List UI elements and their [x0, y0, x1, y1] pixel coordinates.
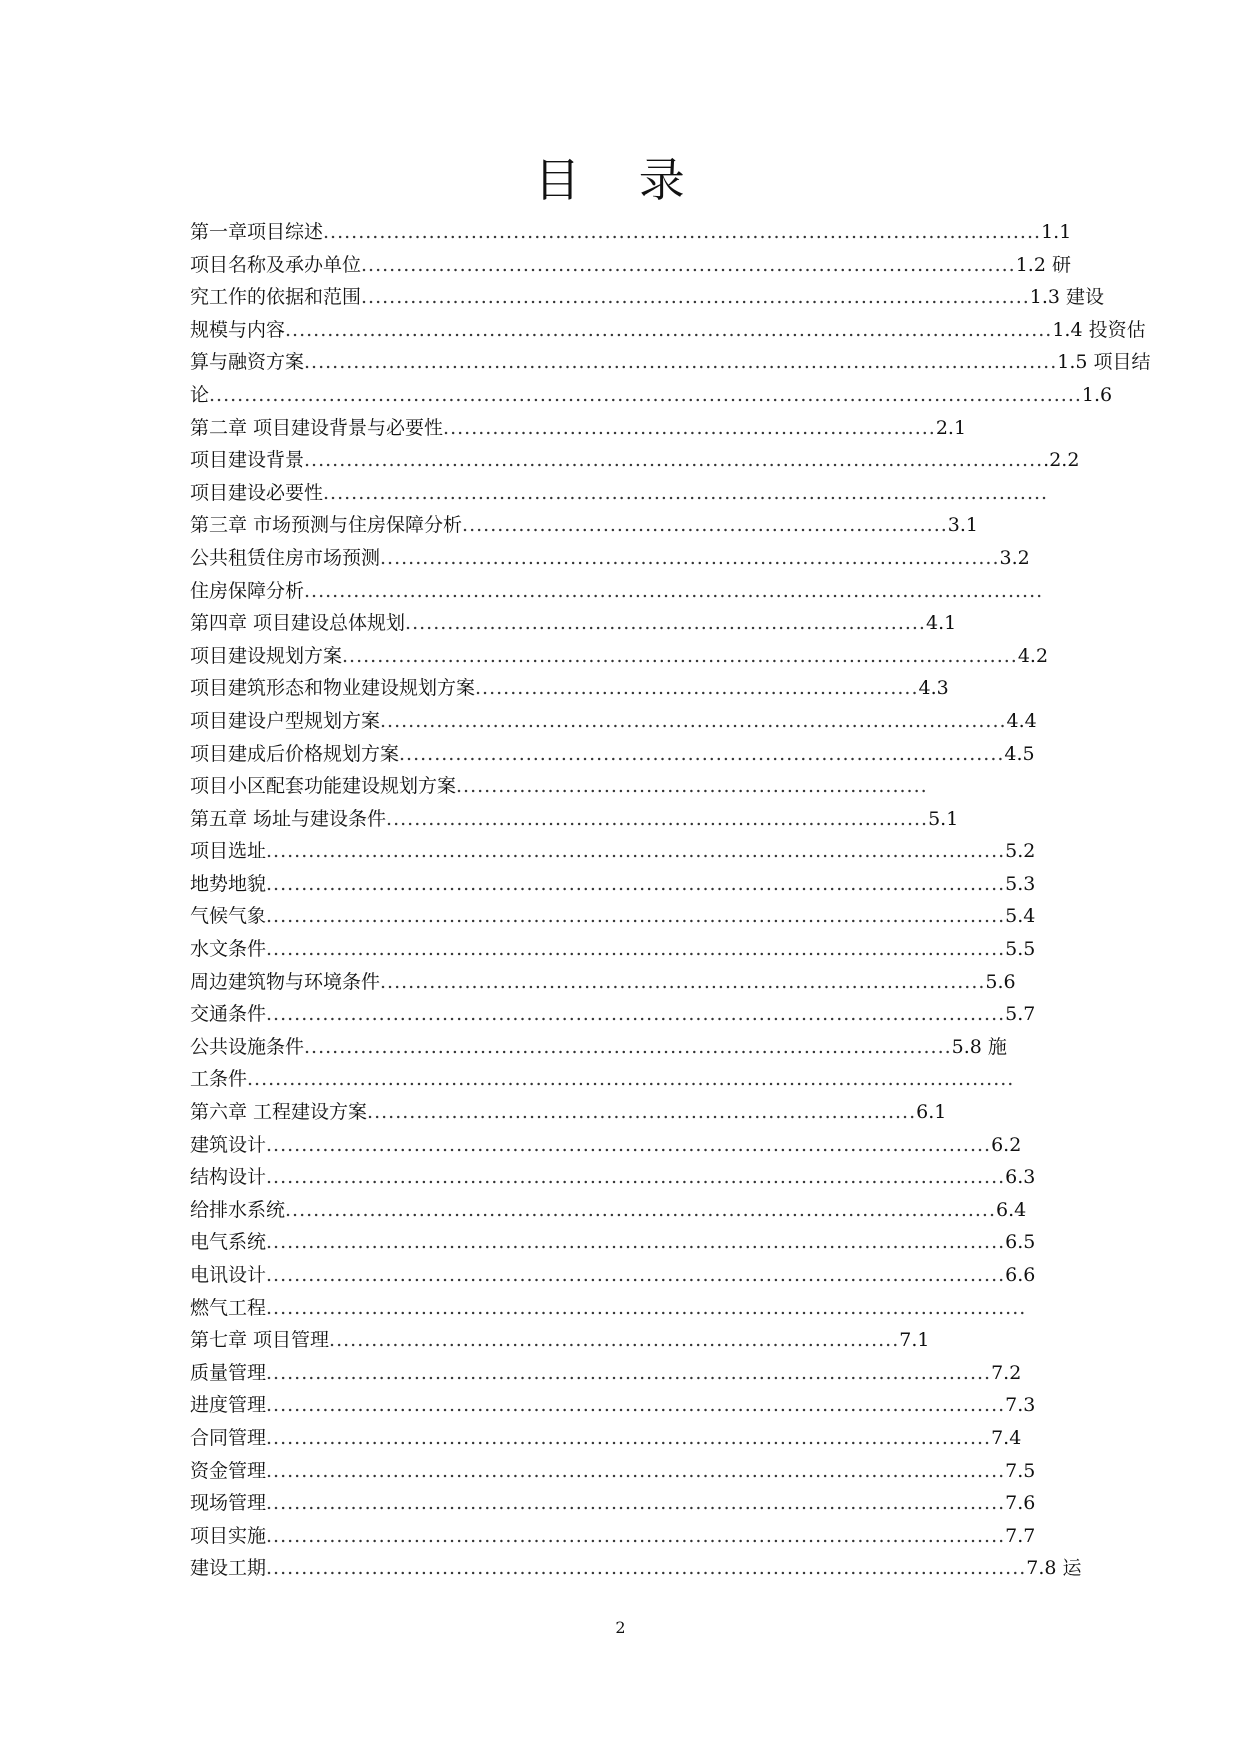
toc-entry-title: 论 [190, 383, 210, 406]
toc-entry-title: 给排水系统 [190, 1198, 286, 1221]
toc-leader-dots: .............................................................................. [367, 1101, 917, 1124]
toc-leader-dots: ............................................................................................. [361, 253, 1016, 276]
toc-leader-dots: ......................................................................................................... [304, 449, 1044, 472]
toc-entry-number: 7.5 [1005, 1459, 1036, 1482]
toc-entry-number: 4.1 [925, 612, 957, 635]
toc-entry[interactable] [190, 1292, 1066, 1325]
toc-entry[interactable] [190, 868, 1066, 901]
toc-entry-number: 4.5 [1004, 742, 1035, 765]
toc-entry-number: 4.4 [1006, 709, 1037, 732]
toc-entry-title: 公共租赁住房市场预测 [190, 546, 381, 569]
toc-entry[interactable] [190, 1161, 1066, 1194]
toc-entry[interactable] [190, 444, 1080, 477]
toc-entry-title: 周边建筑物与环境条件 [190, 970, 381, 993]
toc-entry-title: 项目建设户型规划方案 [190, 709, 381, 732]
toc-entry-title: 项目选址 [190, 840, 267, 863]
toc-entry-title: 合同管理 [190, 1426, 267, 1449]
toc-entry[interactable] [190, 1129, 1066, 1162]
toc-entry-number: 5.7 [1005, 1003, 1036, 1026]
toc-entry[interactable] [190, 933, 1066, 966]
toc-entry-number: 5.6 [985, 970, 1016, 993]
toc-entry-number: 1.5 项目结 [1057, 351, 1151, 374]
toc-entry[interactable] [190, 509, 1066, 542]
toc-entry[interactable] [190, 998, 1066, 1031]
toc-entry[interactable] [190, 1422, 1066, 1455]
toc-entry-title: 规模与内容 [190, 318, 286, 341]
toc-leader-dots: ................................................................................................ [342, 644, 1018, 667]
toc-entry-title: 电讯设计 [190, 1264, 267, 1286]
toc-entry-number: 5.2 [1005, 840, 1036, 863]
toc-entry-number: 3.2 [999, 546, 1030, 569]
toc-leader-dots: ......................................................................................................... [266, 840, 1006, 863]
toc-entry[interactable] [190, 1389, 1066, 1422]
toc-leader-dots: ........................................................................................ [380, 546, 1000, 569]
toc-leader-dots: ......................................................................................................... [266, 1524, 1006, 1547]
toc-leader-dots: ............................................................................................ [304, 1035, 952, 1058]
toc-entry[interactable] [190, 1455, 1066, 1488]
toc-entry-number: .2.2 [1043, 449, 1080, 472]
toc-entry-number: 7.2 [991, 1361, 1022, 1384]
toc-entry-number: 6.5 [1005, 1231, 1036, 1254]
toc-entry-title: 项目建成后价格规划方案 [190, 742, 400, 765]
toc-entry-title: 第五章 场址与建设条件 [190, 807, 387, 830]
toc-entry-number: 6.2 [991, 1133, 1022, 1156]
toc-entry-number: 1.1 [1041, 221, 1072, 243]
toc-entry-number: 7.6 [1005, 1492, 1036, 1515]
toc-entry-number: 6.4 [996, 1198, 1027, 1221]
toc-entry[interactable] [190, 412, 1066, 445]
toc-entry[interactable] [190, 1031, 1066, 1064]
toc-leader-dots: ......................................................................................................... [266, 1166, 1006, 1189]
toc-entry[interactable] [190, 770, 1066, 803]
toc-leader-dots: ............................................................................. [386, 807, 929, 830]
toc-leader-dots: ........................................................................................................... [304, 351, 1058, 374]
toc-entry[interactable] [190, 1357, 1066, 1390]
toc-entry[interactable] [190, 835, 1066, 868]
toc-leader-dots: ...................................................................................... [399, 742, 1005, 765]
toc-entry[interactable] [190, 672, 1066, 705]
toc-entry-title: 交通条件 [190, 1003, 267, 1026]
toc-entry[interactable] [190, 281, 1105, 314]
toc-entry[interactable] [190, 542, 1066, 575]
toc-leader-dots: ......................................................................................... [380, 709, 1007, 732]
toc-entry[interactable] [190, 1259, 1066, 1292]
page-number: 2 [615, 1618, 626, 1637]
toc-entry-title: 工条件 [190, 1068, 248, 1091]
toc-leader-dots: ...................................................................... [443, 416, 936, 439]
toc-entry-title: 现场管理 [190, 1492, 267, 1515]
toc-leader-dots: ......................................................................................................... [266, 938, 1006, 961]
toc-entry[interactable] [190, 575, 1066, 608]
toc-entry-number: 5.5 [1005, 938, 1036, 961]
toc-entry-title: 项目建设背景 [190, 449, 305, 472]
toc-leader-dots: ....................................................................................................... [266, 1133, 992, 1156]
toc-entry-number: 1.4 投资估 [1052, 318, 1146, 341]
toc-entry[interactable] [190, 379, 1113, 412]
toc-entry-number: 5.8 施 [951, 1035, 1007, 1058]
toc-entry-number: 5.4 [1005, 905, 1036, 928]
toc-entry-title: 住房保障分析 [190, 579, 305, 602]
toc-leader-dots: ..................................................................................................... [285, 1198, 997, 1221]
toc-leader-dots: ............................................................................................................. [285, 318, 1053, 341]
toc-leader-dots: ......................................................................................................... [266, 1003, 1006, 1026]
table-of-contents [190, 216, 1151, 1585]
toc-entry[interactable] [190, 1226, 1066, 1259]
toc-entry[interactable] [190, 1552, 1082, 1585]
toc-leader-dots: ......................................................................................................... [266, 1264, 1006, 1286]
toc-entry-number: 7.8 运 [1026, 1557, 1082, 1580]
toc-entry-number: 1.6 [1081, 383, 1113, 406]
toc-entry[interactable] [190, 1324, 1066, 1357]
toc-entry-title: 进度管理 [190, 1394, 267, 1417]
toc-entry[interactable] [190, 803, 1066, 836]
toc-entry[interactable] [190, 738, 1066, 771]
toc-entry[interactable] [190, 607, 1066, 640]
toc-entry[interactable] [190, 705, 1066, 738]
toc-entry-title: 项目建设规划方案 [190, 644, 343, 667]
toc-entry[interactable] [190, 1487, 1066, 1520]
toc-entry-number: 5.1 [928, 807, 959, 830]
toc-entry-number: 6.3 [1005, 1166, 1036, 1189]
toc-entry[interactable] [190, 477, 1066, 510]
toc-entry[interactable] [190, 966, 1066, 999]
toc-entry-title: 燃气工程 [190, 1296, 267, 1319]
toc-entry-title: 第六章 工程建设方案 [190, 1101, 368, 1124]
toc-leader-dots: ................................................................................. [329, 1329, 900, 1352]
toc-leader-dots: ....................................................................................................... [266, 1361, 992, 1384]
toc-entry-title: 第三章 市场预测与住房保障分析 [190, 514, 463, 537]
toc-leader-dots: ......................................................................................................... [266, 1459, 1006, 1482]
toc-leader-dots: ............................................................................................................ [266, 1296, 1027, 1319]
toc-entry-number: 5.3 [1005, 872, 1036, 895]
toc-entry-title: 第二章 项目建设背景与必要性 [190, 416, 444, 439]
toc-entry-title: 建筑设计 [190, 1133, 267, 1156]
toc-entry-title: 气候气象 [190, 905, 267, 928]
toc-leader-dots: ....................................................................................................... [323, 481, 1049, 504]
toc-leader-dots: ............................................................................................... [361, 286, 1030, 309]
toc-entry-title: 电气系统 [190, 1231, 267, 1254]
toc-leader-dots: ......................................................................................................... [266, 872, 1006, 895]
toc-entry-number: 6.6 [1005, 1264, 1036, 1286]
toc-leader-dots: ..................................................................... [462, 514, 948, 537]
toc-entry-number: 1.2 研 [1015, 253, 1071, 276]
toc-entry-title: 质量管理 [190, 1361, 267, 1384]
toc-entry-title: 资金管理 [190, 1459, 267, 1482]
toc-entry[interactable] [190, 1194, 1066, 1227]
toc-leader-dots: ....................................................................................................... [266, 1426, 992, 1449]
toc-leader-dots: .......................................................................... [405, 612, 926, 635]
toc-entry-title: 项目名称及承办单位 [190, 253, 362, 276]
toc-leader-dots: ......................................................................................................... [304, 579, 1044, 602]
page-title: 目 录 [534, 153, 707, 207]
toc-entry[interactable] [190, 216, 1072, 249]
toc-leader-dots: ...................................................................................................... [323, 221, 1042, 243]
toc-leader-dots: ............................................................................................................. [247, 1068, 1015, 1091]
toc-entry-title: 结构设计 [190, 1166, 267, 1189]
toc-entry-number: 1.3 建设 [1029, 286, 1105, 309]
toc-entry-title: 究工作的依据和范围 [190, 286, 362, 309]
toc-entry[interactable] [190, 1063, 1066, 1096]
toc-leader-dots: ...................................................................................... [380, 970, 986, 993]
toc-entry-title: 第四章 项目建设总体规划 [190, 612, 406, 635]
toc-entry-number: 4.3 [918, 677, 949, 700]
toc-entry-title: 第七章 项目管理 [190, 1329, 330, 1352]
toc-entry[interactable] [190, 1520, 1066, 1553]
toc-leader-dots: ......................................................................................................... [266, 905, 1006, 928]
toc-entry-title: 第一章项目综述 [190, 221, 324, 243]
toc-entry-title: 地势地貌 [190, 872, 267, 895]
toc-entry-title: 项目实施 [190, 1524, 267, 1547]
toc-entry-number: 6.1 [916, 1101, 947, 1124]
toc-entry-number: 7.4 [991, 1426, 1022, 1449]
toc-entry[interactable] [190, 314, 1146, 347]
toc-entry-number: 7.3 [1005, 1394, 1036, 1417]
toc-entry[interactable] [190, 640, 1066, 673]
toc-entry-number: 7.7 [1005, 1524, 1036, 1547]
toc-entry[interactable] [190, 249, 1071, 282]
toc-leader-dots: ............................................................................................................................ [209, 383, 1082, 406]
toc-entry-title: 建设工期 [190, 1557, 267, 1580]
toc-entry[interactable] [190, 1096, 1066, 1129]
toc-entry-title: 水文条件 [190, 938, 267, 961]
toc-leader-dots: ............................................................... [475, 677, 919, 700]
toc-entry-number: 7.1 [899, 1329, 930, 1352]
toc-entry[interactable] [190, 900, 1066, 933]
toc-leader-dots: ................................................................... [456, 775, 928, 798]
toc-entry-number: 2.1 [935, 416, 967, 439]
toc-leader-dots: ............................................................................................................ [266, 1557, 1027, 1580]
toc-entry-number: 3.1 [947, 514, 978, 537]
toc-entry-title: 公共设施条件 [190, 1035, 305, 1058]
toc-leader-dots: ......................................................................................................... [266, 1231, 1006, 1254]
toc-leader-dots: ......................................................................................................... [266, 1394, 1006, 1417]
toc-leader-dots: ......................................................................................................... [266, 1492, 1006, 1515]
toc-entry-title: 项目小区配套功能建设规划方案 [190, 775, 457, 798]
toc-entry[interactable] [190, 346, 1151, 379]
toc-entry-title: 项目建筑形态和物业建设规划方案 [190, 677, 476, 700]
toc-entry-number: 4.2 [1017, 644, 1049, 667]
toc-entry-title: 算与融资方案 [190, 351, 305, 374]
toc-entry-title: 项目建设必要性 [190, 481, 324, 504]
